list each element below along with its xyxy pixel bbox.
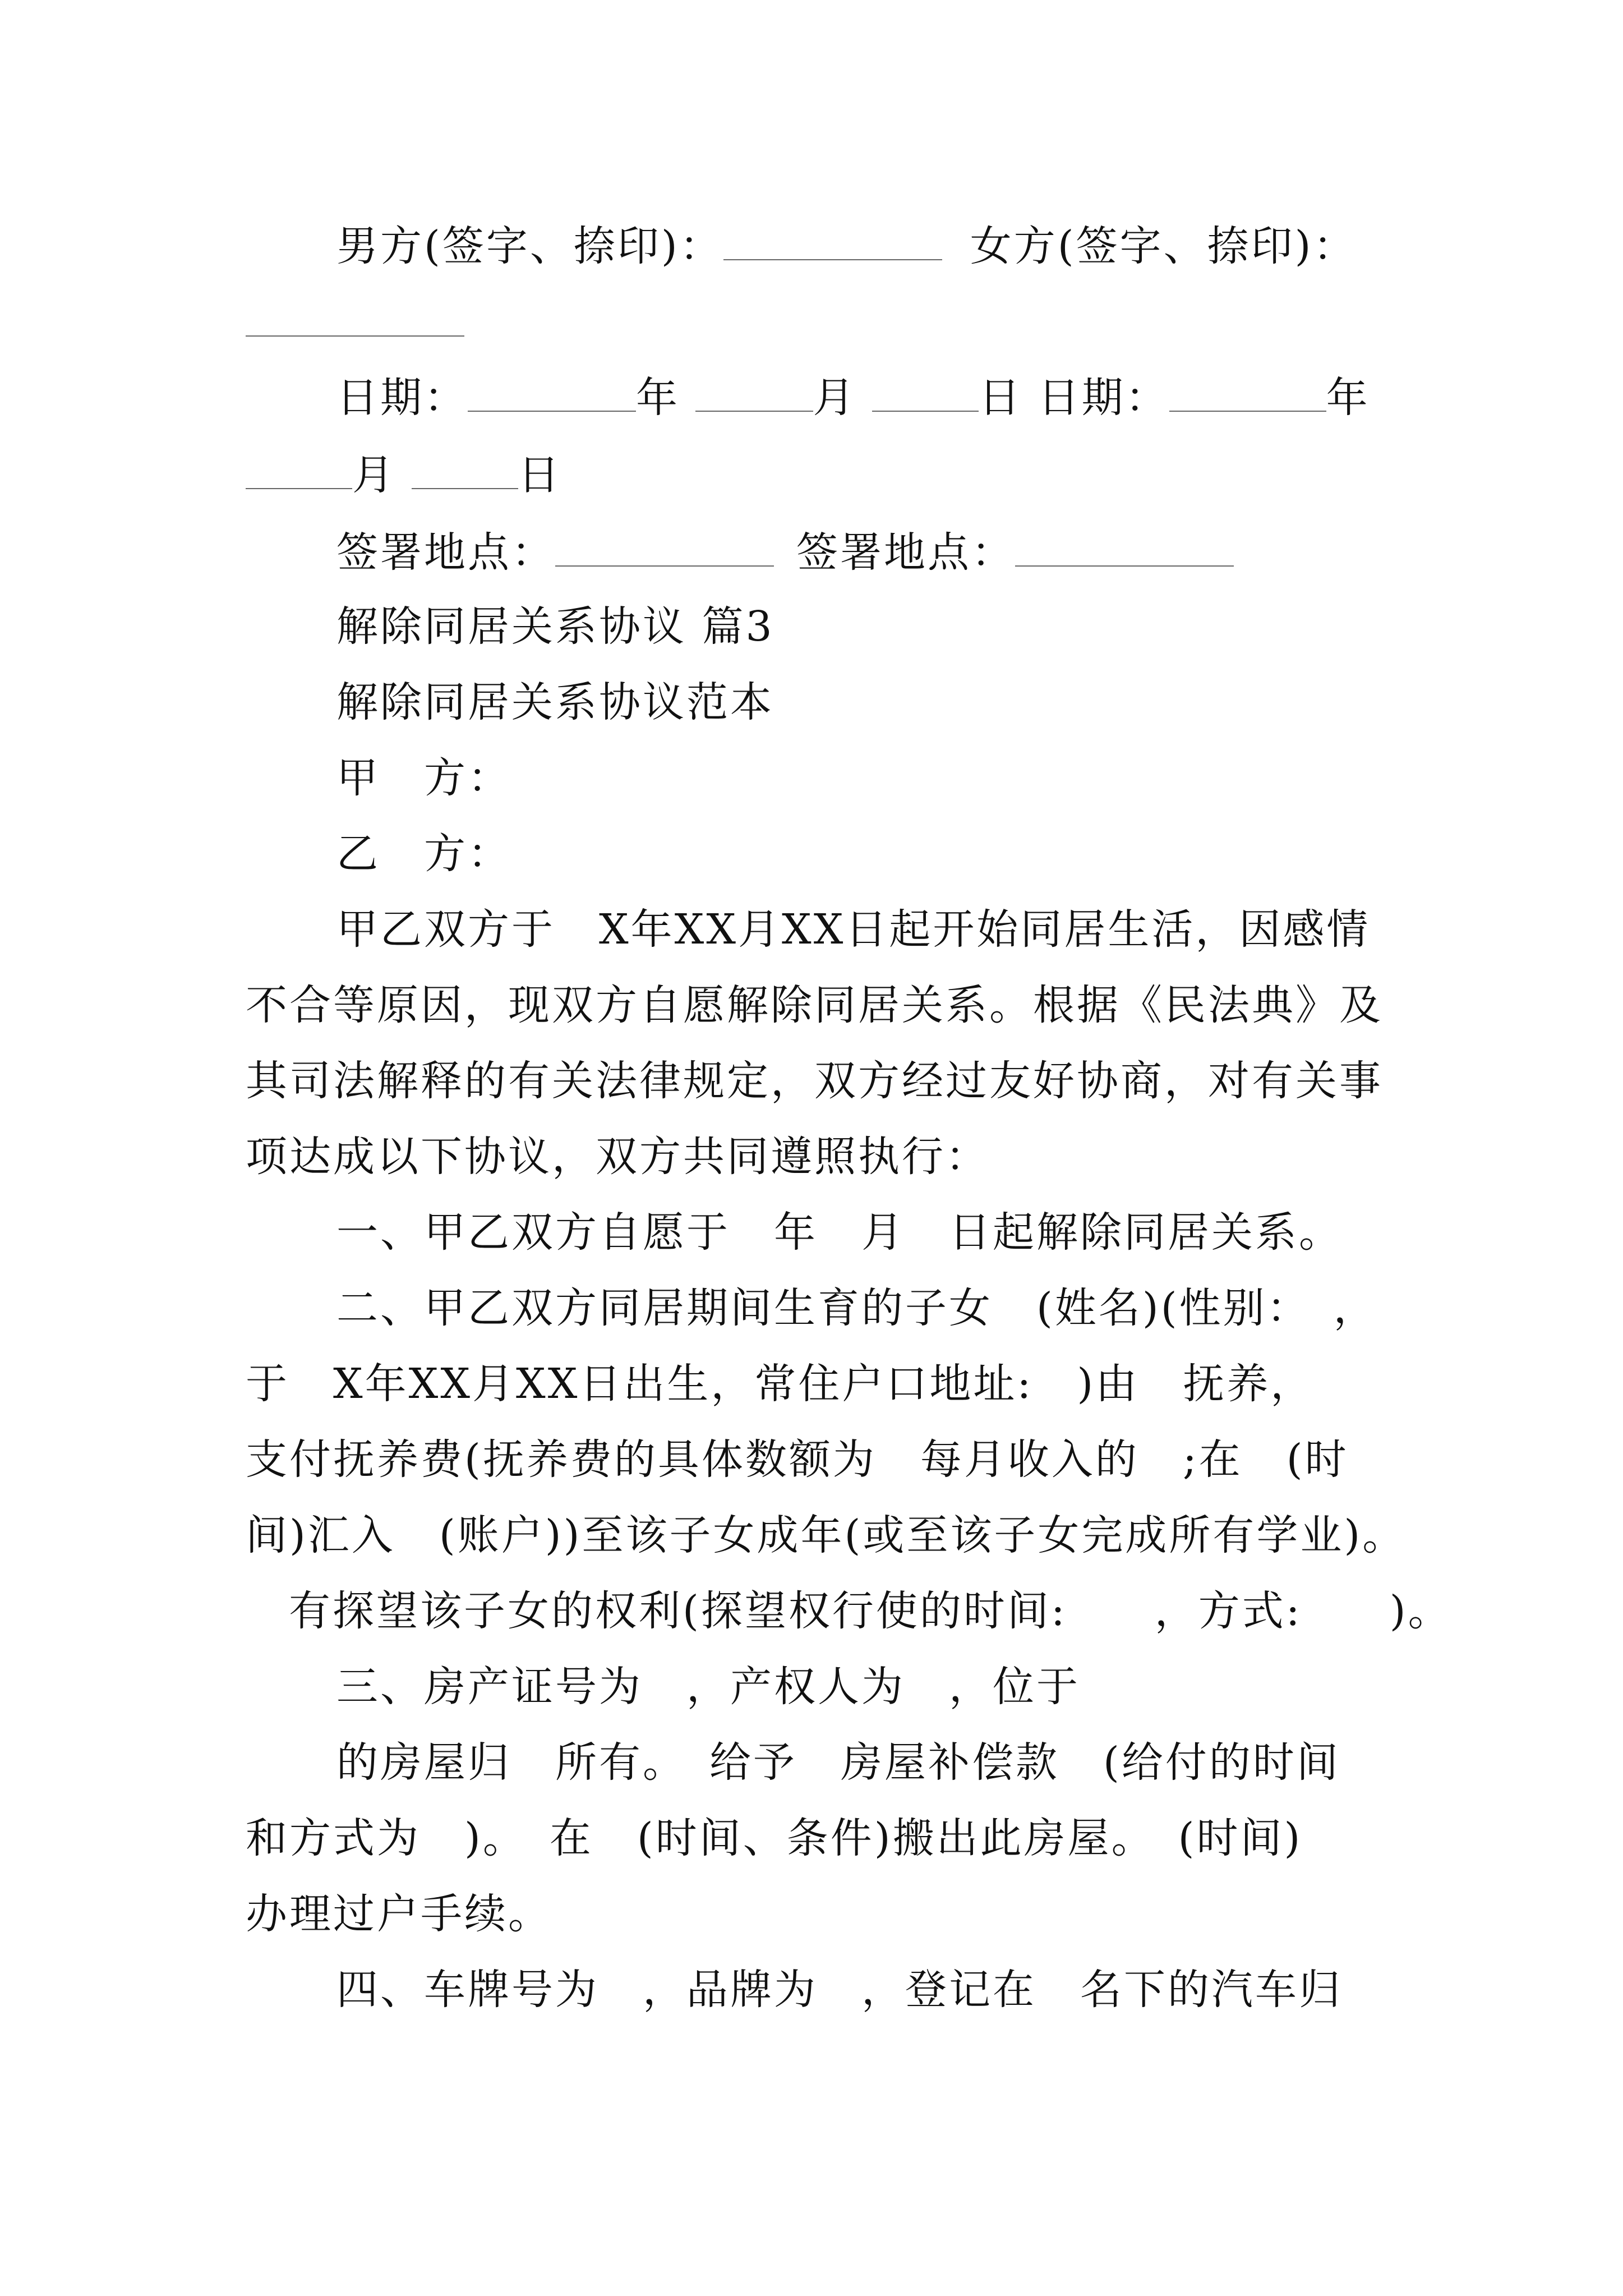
clause-2-line-3: 支付抚养费(抚养费的具体数额为 每月收入的 ;在 (时 bbox=[246, 1435, 1349, 1484]
clause-4: 四、车牌号为 ，品牌为 ，登记在 名下的汽车归 bbox=[336, 1966, 1343, 2014]
party-b: 乙 方： bbox=[336, 830, 511, 878]
month-blank bbox=[695, 379, 813, 412]
intro-line-1: 甲乙双方于 X年XX月XX日起开始同居生活，因感情 bbox=[336, 905, 1371, 954]
clause-3-line-2: 的房屋归 所有。 给予 房屋补偿款 (给付的时间 bbox=[336, 1738, 1340, 1787]
male-signature-line bbox=[336, 222, 1357, 270]
day-unit: 日 bbox=[979, 374, 1023, 422]
place-blank-male bbox=[555, 534, 774, 567]
year-unit-female: 年 bbox=[1326, 374, 1370, 422]
section-heading: 解除同居关系协议 篇3 bbox=[336, 602, 774, 651]
clause-3-line-1: 三、房产证号为 ，产权人为 ，位于 bbox=[336, 1663, 1080, 1711]
date-label-female: 日期： bbox=[1038, 374, 1169, 422]
place-label-female: 签署地点： bbox=[796, 528, 1015, 577]
intro-line-2: 不合等原因，现双方自愿解除同居关系。根据《民法典》及 bbox=[246, 981, 1383, 1029]
place-label-male: 签署地点： bbox=[336, 528, 555, 577]
male-signature-blank bbox=[723, 228, 942, 260]
clause-3-line-4: 办理过户手续。 bbox=[246, 1890, 552, 1938]
male-signature-label: 男方(签字、捺印)： bbox=[336, 222, 723, 270]
clause-3-line-3: 和方式为 )。 在 (时间、条件)搬出此房屋。 (时间) bbox=[246, 1814, 1303, 1862]
month-unit: 月 bbox=[813, 374, 857, 422]
date-line-2 bbox=[246, 451, 562, 499]
clause-2-line-1: 二、甲乙双方同居期间生育的子女 (姓名)(性别： ， bbox=[336, 1284, 1377, 1332]
date-line-1 bbox=[336, 374, 1370, 422]
clause-2-line-5: 有探望该子女的权利(探望权行使的时间: ，方式: )。 bbox=[289, 1587, 1452, 1635]
year-blank bbox=[468, 379, 636, 412]
day-blank-female bbox=[412, 457, 518, 489]
date-label-male: 日期： bbox=[336, 374, 468, 422]
clause-1: 一、甲乙双方自愿于 年 月 日起解除同居关系。 bbox=[336, 1208, 1343, 1257]
female-signature-label: 女方(签字、捺印)： bbox=[970, 222, 1357, 270]
female-signature-blank bbox=[246, 335, 464, 337]
year-blank-female bbox=[1169, 379, 1326, 412]
month-blank-female bbox=[246, 457, 352, 489]
clause-2-line-2: 于 X年XX月XX日出生，常住户口地址: )由 抚养， bbox=[246, 1360, 1315, 1408]
place-blank-female bbox=[1015, 534, 1234, 567]
document-title: 解除同居关系协议范本 bbox=[336, 678, 774, 726]
year-unit: 年 bbox=[636, 374, 680, 422]
intro-line-4: 项达成以下协议，双方共同遵照执行： bbox=[246, 1133, 989, 1181]
place-line bbox=[336, 528, 1234, 577]
day-unit-female: 日 bbox=[518, 451, 562, 499]
month-unit-female: 月 bbox=[352, 451, 396, 499]
party-a: 甲 方： bbox=[336, 754, 511, 802]
clause-2-line-4: 间)汇入 (账户))至该子女成年(或至该子女完成所有学业)。 bbox=[246, 1511, 1407, 1559]
day-blank bbox=[872, 379, 979, 412]
intro-line-3: 其司法解释的有关法律规定，双方经过友好协商，对有关事 bbox=[246, 1057, 1383, 1105]
